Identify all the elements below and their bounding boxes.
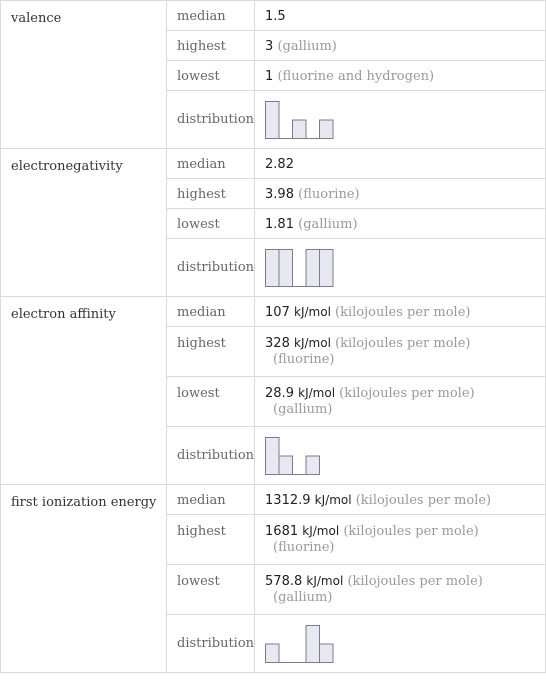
properties-table-body [1,1,546,673]
stat-value-cell [255,179,546,209]
distribution-cell [255,427,546,485]
property-name: first ionization energy [1,485,167,673]
distribution-cell [255,615,546,673]
stat-value: 3.98 [265,187,294,202]
stat-label: median [167,485,255,515]
table-row [1,1,546,31]
histogram-bar [279,249,293,286]
stat-label: distribution [167,427,255,485]
stat-value-cell [255,297,546,327]
stat-label: lowest [167,377,255,427]
stat-value: 1.5 [265,9,286,24]
stat-value-cell [255,1,546,31]
stat-value: 1.81 [265,217,294,232]
histogram-bar [320,120,334,139]
stat-note: (gallium) [277,39,337,54]
distribution-histogram [265,248,345,288]
stat-label: highest [167,31,255,61]
stat-label: lowest [167,565,255,615]
stat-value-cell [255,377,546,427]
property-name: electronegativity [1,149,167,297]
stat-value-cell [255,209,546,239]
stat-unit: kJ/mol [294,305,331,319]
histogram-bar [306,456,320,475]
histogram-bar [320,644,334,663]
stat-unit: kJ/mol [298,386,336,400]
stat-label: median [167,149,255,179]
histogram-bar [293,120,307,139]
stat-value: 1312.9 [265,493,311,508]
stat-note-element: (fluorine) [273,352,335,367]
stat-note: (kilojoules per mole) [335,336,471,351]
histogram-bar [266,249,280,286]
histogram-bar [266,644,280,663]
stat-unit: kJ/mol [314,493,352,507]
stat-note-element: (fluorine) [273,540,335,555]
distribution-histogram [265,436,345,476]
histogram-bar [279,456,293,475]
stat-value-cell [255,31,546,61]
stat-unit: kJ/mol [302,524,340,538]
distribution-histogram [265,100,345,140]
stat-note: (kilojoules per mole) [355,493,492,508]
stat-label: highest [167,179,255,209]
stat-unit: kJ/mol [294,336,331,350]
stat-note: (kilojoules per mole) [339,386,475,401]
stat-value: 578.8 [265,574,303,589]
stat-note: (fluorine) [298,187,360,202]
distribution-cell [255,91,546,149]
stat-value: 28.9 [265,386,294,401]
stat-note-element: (gallium) [273,590,333,605]
stat-label: lowest [167,61,255,91]
distribution-cell [255,239,546,297]
histogram-bar [266,437,280,474]
stat-value-cell [255,565,546,615]
stat-value: 1 [265,69,274,84]
stat-note-element: (gallium) [273,402,333,417]
stat-label: distribution [167,91,255,149]
stat-label: distribution [167,615,255,673]
stat-label: median [167,297,255,327]
stat-note: (fluorine and hydrogen) [277,69,435,84]
histogram-bar [306,249,320,286]
stat-note: (gallium) [298,217,358,232]
stat-value: 107 [265,305,290,320]
histogram-bar [320,249,334,286]
stat-value-cell [255,515,546,565]
stat-label: lowest [167,209,255,239]
stat-note: (kilojoules per mole) [343,524,479,539]
stat-value-cell [255,485,546,515]
stat-value-cell [255,149,546,179]
stat-label: median [167,1,255,31]
stat-value: 2.82 [265,157,294,172]
stat-label: highest [167,327,255,377]
table-row [1,297,546,327]
property-name: valence [1,1,167,149]
stat-note: (kilojoules per mole) [335,305,471,320]
table-row [1,149,546,179]
stat-note: (kilojoules per mole) [347,574,483,589]
stat-value: 1681 [265,524,299,539]
histogram-bar [266,101,280,138]
table-row [1,485,546,515]
stat-label: highest [167,515,255,565]
stat-unit: kJ/mol [306,574,344,588]
stat-value: 3 [265,39,274,54]
stat-value-cell [255,61,546,91]
stat-label: distribution [167,239,255,297]
histogram-bar [306,625,320,662]
stat-value-cell [255,327,546,377]
property-name: electron affinity [1,297,167,485]
distribution-histogram [265,624,345,664]
stat-value: 328 [265,336,290,351]
